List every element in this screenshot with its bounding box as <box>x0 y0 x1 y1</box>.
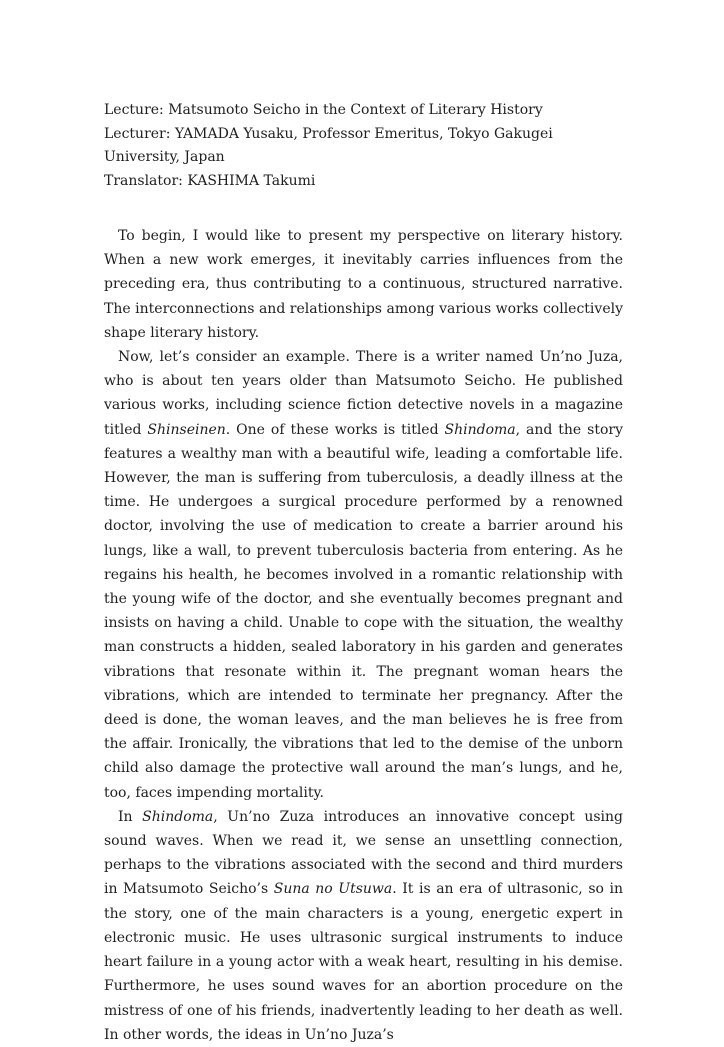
work-title-shinseinen: Shinseinen <box>147 421 226 438</box>
paragraph-2-text-b: . One of these works is titled <box>225 421 445 438</box>
paragraph-3 <box>104 805 623 1047</box>
lecturer-line: Lecturer: YAMADA Yusaku, Professor Emeritus, Tokyo Gakugei University, Japan <box>104 125 553 165</box>
paragraph-2-text-c: , and the story features a wealthy man with a beautiful wife, leading a comfortable life. However, the man is suffering from tuberculosis, a deadly illness at the time. He undergoes a surgical procedure performed by a renowned doctor, involving the use of medication to create a barrier around his lungs, like a wall, to prevent tuberculosis bacteria from entering. As he regains his health, he becomes involved in a romantic relationship with the young wife of the doctor, and she eventually becomes pregnant and insists on having a child. Unable to cope with the situation, the wealthy man constructs a hidden, sealed laboratory in his garden and generates vibrations that resonate within it. The pregnant woman hears the vibrations, which are intended to terminate her pregnancy. After the deed is done, the woman leaves, and the man believes he is free from the affair. Ironically, the vibrations that led to the demise of the unborn child also damage the protective wall around the man’s lungs, and he, too, faces impending mortality. <box>104 421 623 801</box>
lecture-title: Lecture: Matsumoto Seicho in the Context of Literary History <box>104 102 543 118</box>
paragraph-3-text-c: . It is an era of ultrasonic, so in the story, one of the main characters is a young, energetic expert in electronic music. He uses ultrasonic surgical instruments to induce heart failure in a young actor with a weak heart, resulting in his demise. Furthermore, he uses sound waves for an abortion procedure on the mistress of one of his friends, inadvertently leading to her death as well. In other words, the ideas in Un’no Juza’s <box>104 881 623 1043</box>
work-title-shindoma: Shindoma <box>142 808 214 825</box>
paragraph-3-text-b: , Un’no Zuza introduces an innovative concept using sound waves. When we read it, we sense an unsettling connection, perhaps to the vibrations associated with the second and third murders in Matsumoto Seicho’s <box>104 808 624 898</box>
paragraph-3-text-a: In <box>118 808 143 825</box>
translator-line: Translator: KASHIMA Takumi <box>104 172 316 189</box>
paragraph-2 <box>104 345 623 805</box>
work-title-suna-no-utsuwa: Suna no Utsuwa <box>273 881 393 898</box>
paragraph-1-text: To begin, I would like to present my perspective on literary history. When a new work emerges, it inevitably carries influences from the preceding era, thus contributing to a continuous, structured narrative. The interconnections and relationships among various works collectively shape literary history. <box>104 228 623 341</box>
paragraph-2-text-a: Now, let’s consider an example. There is a writer named Un’no Juza, who is about ten years older than Matsumoto Seicho. He published various works, including science fiction detective novels in a magazine titled <box>104 349 623 438</box>
work-title-shindoma: Shindoma <box>444 421 516 438</box>
paragraph-1 <box>104 224 623 345</box>
lecture-header <box>104 99 623 193</box>
lecture-body <box>104 224 623 1047</box>
